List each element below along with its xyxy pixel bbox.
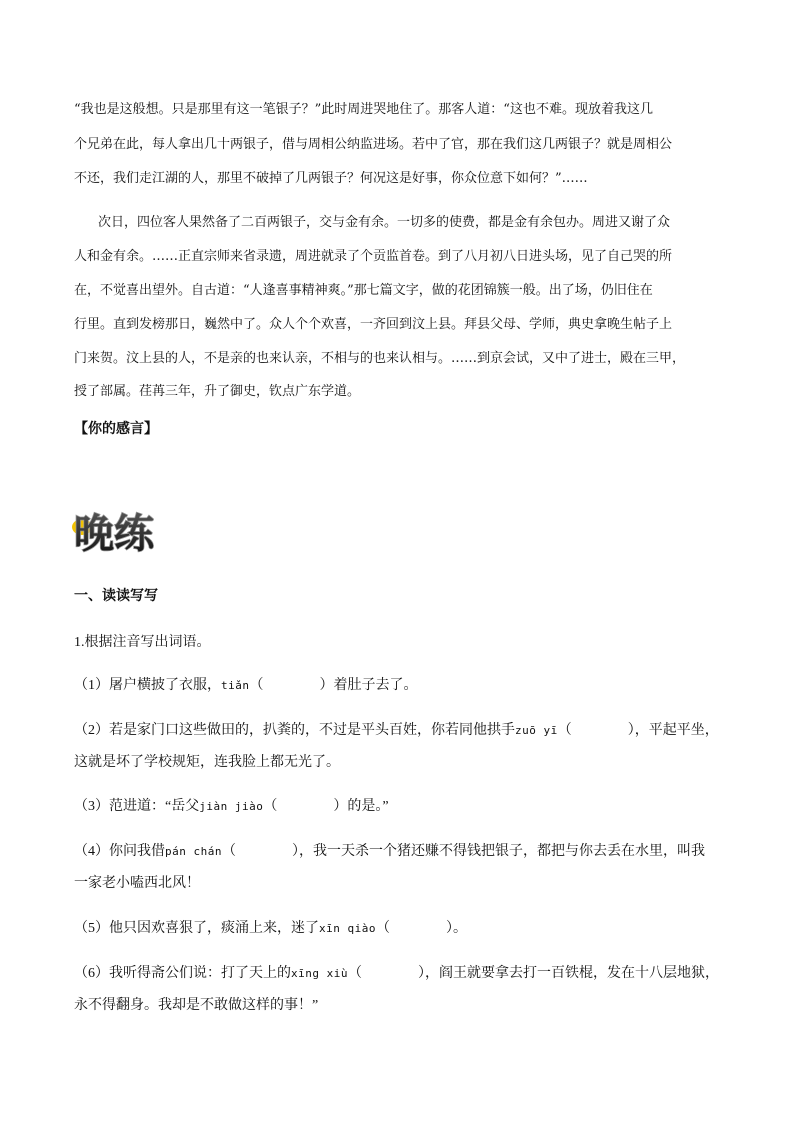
item-text: （ ），阎王就要拿去打一百铁棍，发在十八层地狱， [347, 966, 719, 981]
question-item-3 [74, 795, 389, 815]
question-item-4 [74, 840, 705, 860]
pinyin: xīn qiào [319, 922, 376, 935]
pinyin: zuō yī [515, 724, 558, 737]
passage-line: 门来贺。汶上县的人，不是亲的也来认亲，不相与的也来认相与。……到京会试，又中了进士，殿在三甲， [74, 351, 686, 366]
item-text: （2）若是家门口这些做田的，扒粪的，不过是平头百姓，你若同他拱手 [74, 723, 515, 738]
question-item-2 [74, 719, 719, 739]
question-title: 1.根据注音写出词语。 [74, 635, 211, 650]
passage-line: 授了部属。荏苒三年，升了御史，钦点广东学道。 [74, 384, 361, 399]
question-item-1 [74, 674, 418, 694]
item-text: （ ），平起平坐， [557, 723, 719, 738]
question-item-2-cont: 这就是坏了学校规矩，连我脸上都无光了。 [74, 755, 340, 770]
pinyin: xīng xiù [291, 967, 348, 980]
passage-line: 在，不觉喜出望外。自古道：“人逢喜事精神爽。”那七篇文字，做的花团锦簇一般。出了场，仍旧住在 [74, 283, 653, 298]
question-item-6-cont: 永不得翻身。我却是不敢做这样的事！” [74, 998, 319, 1013]
passage-line: “我也是这般想。只是那里有这一笔银子？”此时周进哭地住了。那客人道：“这也不难。现放着我这几 [74, 102, 653, 117]
passage-line: 行里。直到发榜那日，巍然中了。众人个个欢喜，一齐回到汶上县。拜县父母、学师，典史拿晚生帖子上 [74, 317, 673, 332]
item-text: （5）他只因欢喜狠了，痰涌上来，迷了 [74, 921, 319, 936]
item-text: （6）我听得斋公们说：打了天上的 [74, 966, 291, 981]
evening-practice-logo [70, 505, 172, 559]
question-item-4-cont: 一家老小嗑西北风！ [74, 876, 200, 891]
pinyin: pán chán [165, 845, 222, 858]
pinyin: tiǎn [221, 679, 250, 692]
pinyin: jiàn jiào [199, 800, 264, 813]
item-text: （ ），我一天杀一个猪还赚不得钱把银子，都把与你去丢在水里，叫我 [221, 844, 705, 859]
item-text: （ ）。 [375, 921, 467, 936]
question-item-6 [74, 962, 719, 982]
passage-line: 人和金有余。……正直宗师来省录遗，周进就录了个贡监首卷。到了八月初八日进头场，见了自己哭的所 [74, 249, 673, 264]
item-text: （ ）着肚子去了。 [249, 678, 418, 693]
passage-line: 次日，四位客人果然备了二百两银子，交与金有余。一切多的使费，都是金有余包办。周进又谢了众 [98, 215, 671, 230]
item-text: （3）范进道：“岳父 [74, 799, 200, 814]
feelings-heading: 【你的感言】 [74, 422, 158, 437]
item-text: （4）你问我借 [74, 844, 165, 859]
item-text: （ ）的是。” [263, 799, 389, 814]
question-item-5 [74, 917, 467, 937]
item-text: （1）屠户横披了衣服， [74, 678, 221, 693]
section-title: 一、读读写写 [74, 589, 158, 604]
passage-line: 个兄弟在此，每人拿出几十两银子，借与周相公纳监进场。若中了官，那在我们这几两银子？就是周相公 [74, 137, 673, 152]
passage-line: 不还，我们走江湖的人，那里不破掉了几两银子？何况这是好事，你众位意下如何？”…… [74, 171, 588, 186]
logo-text: 晚练 [74, 511, 154, 557]
